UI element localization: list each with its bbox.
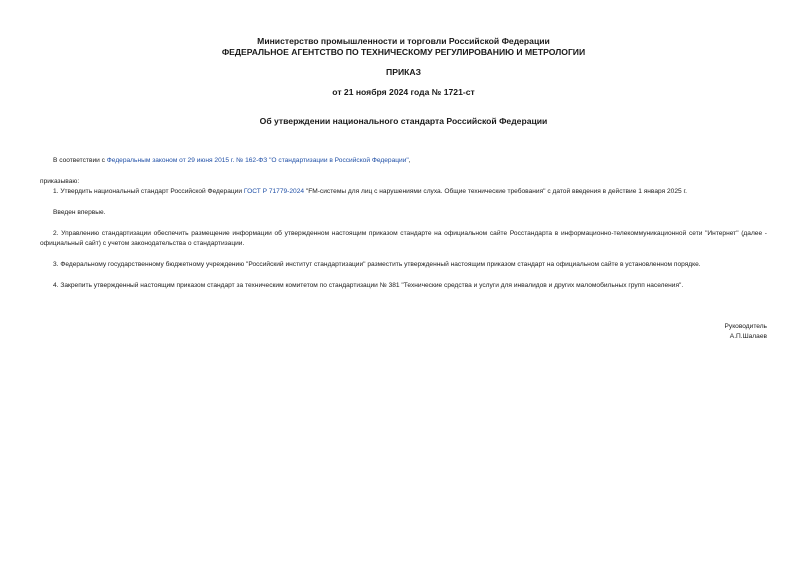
item-1-prefix: 1. Утвердить национальный стандарт Российской Федерации bbox=[53, 188, 244, 195]
preamble bbox=[53, 156, 411, 166]
document-date-number: от 21 ноября 2024 года № 1721-ст bbox=[332, 87, 475, 97]
item-2: 2. Управлению стандартизации обеспечить размещение информации об утвержденном настоящим приказом стандарте на официальном сайте Росстандарта в информационно-телекоммуникационной сети "Интернет" (далее - официальный сайт) с учетом законодательства о стандартизации. bbox=[40, 230, 767, 247]
document-title: Об утверждении национального стандарта Российской Федерации bbox=[259, 116, 548, 126]
introduced-first: Введен впервые. bbox=[53, 209, 106, 216]
gost-standard-link[interactable]: ГОСТ Р 71779-2024 bbox=[243, 188, 305, 195]
preamble-prefix: В соответствии с bbox=[53, 157, 107, 164]
item-4: 4. Закрепить утвержденный настоящим приказом стандарт за техническим комитетом по стандартизации № 381 "Технические средства и услуги для инвалидов и других маломобильных групп населения". bbox=[53, 282, 684, 289]
item-1-suffix: "FM-системы для лиц с нарушениями слуха. Общие технические требования" с датой введения в действие 1 января 2025 г. bbox=[304, 188, 687, 195]
preamble-suffix: , bbox=[408, 157, 411, 164]
agency-name: ФЕДЕРАЛЬНОЕ АГЕНТСТВО ПО ТЕХНИЧЕСКОМУ РЕГУЛИРОВАНИЮ И МЕТРОЛОГИИ bbox=[221, 47, 586, 57]
signature-role: Руководитель bbox=[724, 323, 767, 330]
ministry-name: Министерство промышленности и торговли Российской Федерации bbox=[257, 36, 550, 46]
item-3: 3. Федеральному государственному бюджетному учреждению "Российский институт стандартизации" разместить утвержденный настоящим приказом стандарт на официальном сайте в установленном порядке. bbox=[53, 261, 701, 268]
order-word: приказываю: bbox=[40, 178, 80, 185]
signature-name: А.П.Шалаев bbox=[729, 333, 767, 340]
document-type: ПРИКАЗ bbox=[386, 67, 421, 77]
item-1 bbox=[53, 187, 687, 197]
federal-law-link[interactable]: Федеральным законом от 29 июня 2015 г. № 162-ФЗ "О стандартизации в Российской Федерации" bbox=[106, 157, 409, 164]
